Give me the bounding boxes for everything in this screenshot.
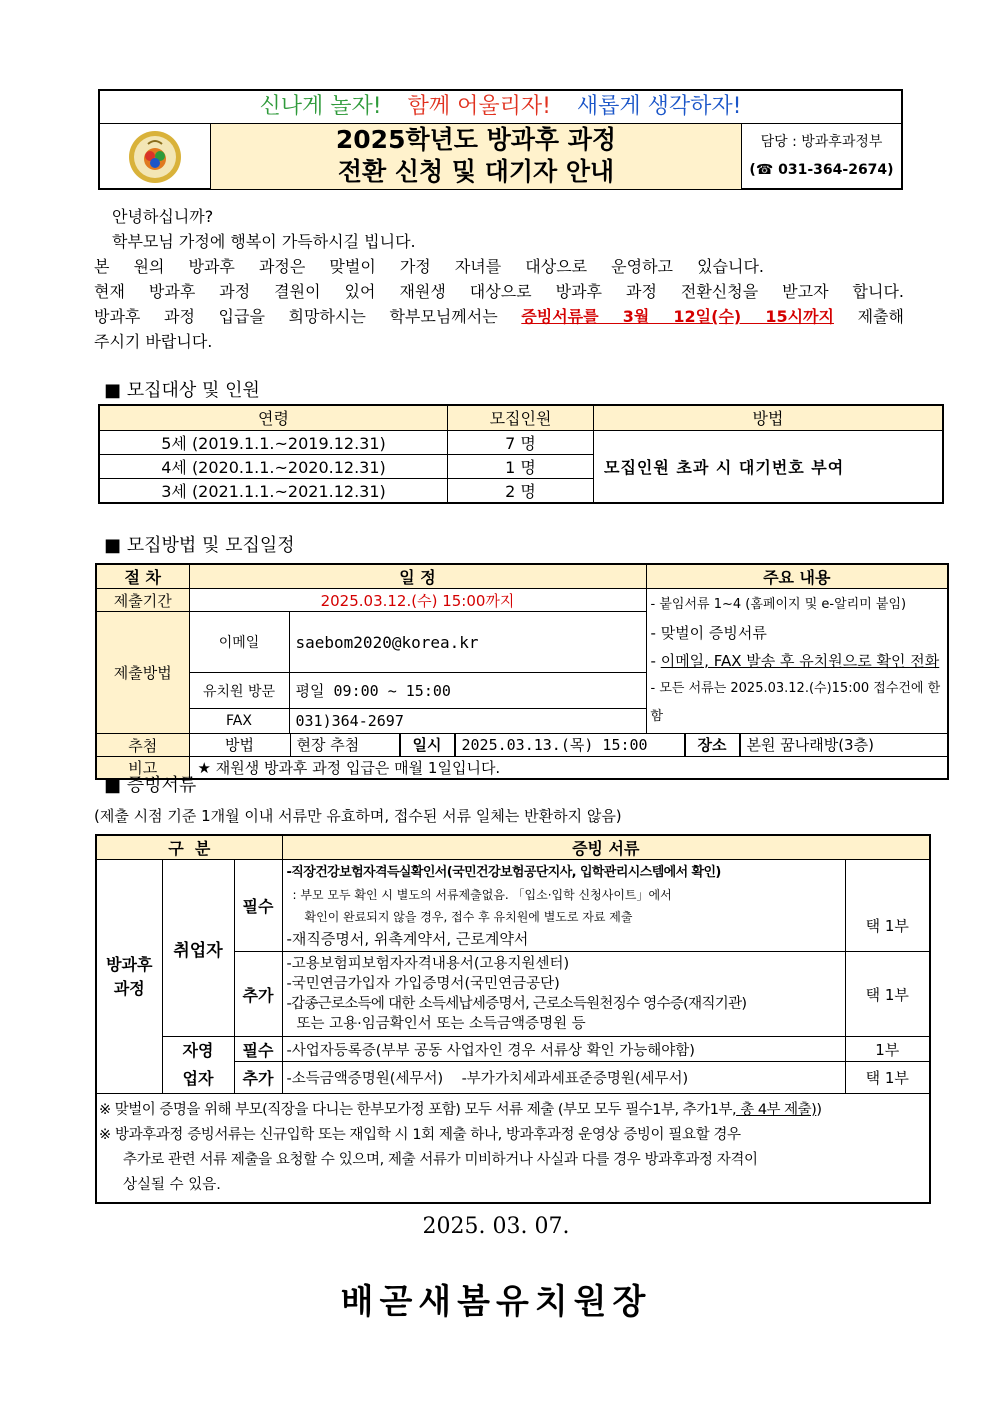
self-employed-label: 자영 업자 [162,1037,234,1094]
visit-label: 유치원 방문 [189,673,289,709]
col-count: 모집인원 [448,405,594,430]
footnote-2: ※ 방과후과정 증빙서류는 신규입학 또는 재입학 시 1회 제출 하나, 방과후과정 운영상 증빙이 필요할 경우 [99,1127,741,1143]
main-content-cell [646,589,948,734]
self-additional-copies: 택 1부 [845,1062,930,1094]
age-cell: 4세 (2020.1.1.~2020.12.31) [99,454,448,478]
col-age: 연령 [99,405,448,430]
employee-required-label: 필수 [234,860,282,952]
intro-line-5 [94,304,904,329]
submit-period-label: 제출기간 [96,589,189,612]
footnote-1-total: 총 4부 제출) [736,1102,817,1118]
col-docs: 증빙 서류 [282,835,930,860]
title-line-2: 전환 신청 및 대기자 안내 [337,157,615,186]
employee-additional-label: 추가 [234,952,282,1037]
employee-additional-copies: 택 1부 [845,952,930,1037]
contact-phone: (☎ 031-364-2674) [749,162,894,178]
draw-place-label: 장소 [686,734,741,756]
kindergarten-logo-icon [128,130,182,184]
intro-line-1: 안녕하십니까? [112,207,214,226]
group-label: 방과후 과정 [96,860,162,1094]
self-additional-label: 추가 [234,1062,282,1094]
emp-req-4: -재직증명서, 위촉계약서, 근로계약서 [286,929,529,948]
draw-place-value: 본원 꿈나래방(3층) [746,736,874,754]
contact-cell [742,124,901,189]
content-item-3 [651,647,944,675]
intro-line-5-post: 제출해 [833,307,904,326]
emp-req-2: : 부모 모두 확인 시 별도의 서류제출없음. 「입소·입학 신청사이트」에서 [292,887,672,902]
signature: 배곧새봄유치원장 [340,1282,652,1322]
intro-line-4: 현재 방과후 과정 결원이 있어 재원생 대상으로 방과후 과정 전환신청을 받고자 합니다. [94,282,904,301]
self-additional-docs: -소득금액증명원(세무서) -부가가치세과세표준증명원(세무서) [282,1062,845,1094]
draw-date-label: 일시 [401,734,456,756]
footnote-3: 추가로 관련 서류 제출을 요청할 수 있으며, 제출 서류가 미비하거나 사실과 다를 경우 방과후과정 자격이 [123,1152,758,1168]
section2-heading: ■ 모집방법 및 모집일정 [104,535,295,556]
count-cell: 1 명 [448,454,594,478]
section1-heading: ■ 모집대상 및 인원 [104,380,260,401]
email-label: 이메일 [189,612,289,673]
title-line-1: 2025학년도 방과후 과정 [335,125,617,154]
section3-subnote: (제출 시점 기준 1개월 이내 서류만 유효하며, 접수된 서류 일체는 반환하지 않음) [94,807,622,825]
footnote-1: ※ 맞벌이 증명을 위해 부모(직장을 다니는 한부모가정 포함) 모두 서류 제출 (부모 모두 필수1부, 추가1부, 총 4부 제출)) [99,1102,822,1118]
footnote-4: 상실될 수 있음. [123,1177,221,1193]
self-required-label: 필수 [234,1037,282,1062]
intro-line-5-pre: 방과후 과정 입급을 희망하시는 학부모님께서는 [94,307,522,326]
method-cell: 모집인원 초과 시 대기번호 부여 [594,430,944,503]
employee-required-copies: 택 1부 [845,860,930,952]
visit-value: 평일 09:00 ~ 15:00 [289,673,646,709]
emp-req-1: -직장건강보험자격득실확인서(국민건강보험공단지사, 입학관리시스템에서 확인) [286,864,721,880]
content-item-3-text: 이메일, FAX 발송 후 유치원으로 확인 전화 [660,652,940,670]
content-item-1: - 붙임서류 1~4 (홈페이지 및 e-알리미 붙임) [650,597,907,612]
age-cell: 3세 (2021.1.1.~2021.12.31) [99,478,448,503]
self-required-docs: -사업자등록증(부부 공동 사업자인 경우 서류상 확인 가능해야함) [282,1037,845,1062]
draw-method-value: 현장 추첨 [291,734,401,756]
logo-cell [100,124,211,189]
emp-add-1: -고용보험피보험자자격내용서(고용지원센터) [286,956,570,972]
title-cell [211,124,742,189]
intro-text [94,204,904,354]
draw-label: 추첨 [96,734,189,757]
self-required-copies: 1부 [845,1037,930,1062]
slogan-2: 함께 어울리자! [407,94,551,119]
intro-line-6: 주시기 바랍니다. [94,332,213,351]
emp-add-2: -국민연금가입자 가입증명서(국민연금공단) [286,976,560,992]
emp-req-3: 확인이 완료되지 않을 경우, 접수 후 유치원에 별도로 자료 제출 [304,909,633,924]
schedule-table [95,563,949,780]
contact-dept: 담당 : 방과후과정부 [760,134,883,150]
col-schedule: 일 정 [189,564,646,589]
slogan-1: 신나게 놀자! [259,94,382,119]
employee-required-docs [282,860,845,952]
section3-heading: ■ 증빙서류 [104,775,197,796]
emp-add-3: -갑종근로소득에 대한 소득세납세증명서, 근로소득원천징수 영수증(재직기관) [286,996,747,1012]
slogan-row [100,91,901,124]
content-item-2: - 맞벌이 증빙서류 [650,624,767,642]
count-cell: 7 명 [448,430,594,454]
slogan-3: 새롭게 생각하자! [576,94,742,119]
draw-date-value: 2025.03.13.(목) 15:00 [456,734,686,756]
age-cell: 5세 (2019.1.1.~2019.12.31) [99,430,448,454]
col-step: 절 차 [96,564,189,589]
header-box [98,89,903,190]
col-method: 방법 [594,405,944,430]
count-cell: 2 명 [448,478,594,503]
submit-method-label: 제출방법 [96,612,189,734]
content-item-4: - 모든 서류는 2025.03.12.(수)15:00 접수건에 한함 [650,681,941,724]
footnote-1-text: ※ 맞벌이 증명을 위해 부모(직장을 다니는 한부모가정 포함) 모두 서류 제출 (부모 모두 필수1부, 추가1부, [99,1102,737,1118]
intro-deadline-highlight: 증빙서류를 3월 12일(수) 15시까지 [521,307,834,326]
documents-footnotes [96,1094,930,1204]
content-item-3-dash: - [650,652,661,670]
submit-period-value: 2025.03.12.(수) 15:00까지 [189,589,646,612]
employee-label: 취업자 [162,860,234,1037]
document-date: 2025. 03. 07. [422,1214,570,1239]
table-row [99,430,943,454]
note-value: ★ 재원생 방과후 과정 입급은 매월 1일입니다. [189,757,948,780]
fax-label: FAX [189,709,289,734]
col-content: 주요 내용 [646,564,948,589]
note-label: 비고 [96,757,189,780]
recruit-table [98,404,944,504]
col-category: 구 분 [96,835,282,860]
emp-add-4: 또는 고용·임금확인서 또는 소득금액증명원 등 [296,1016,586,1032]
documents-table [95,834,931,1204]
intro-line-2: 학부모님 가정에 행복이 가득하시길 빕니다. [112,232,416,251]
draw-method-label: 방법 [190,734,291,756]
intro-line-3: 본 원의 방과후 과정은 맞벌이 가정 자녀를 대상으로 운영하고 있습니다. [94,257,764,276]
fax-value: 031)364-2697 [289,709,646,734]
email-value: saebom2020@korea.kr [289,612,646,673]
employee-additional-docs [282,952,845,1037]
